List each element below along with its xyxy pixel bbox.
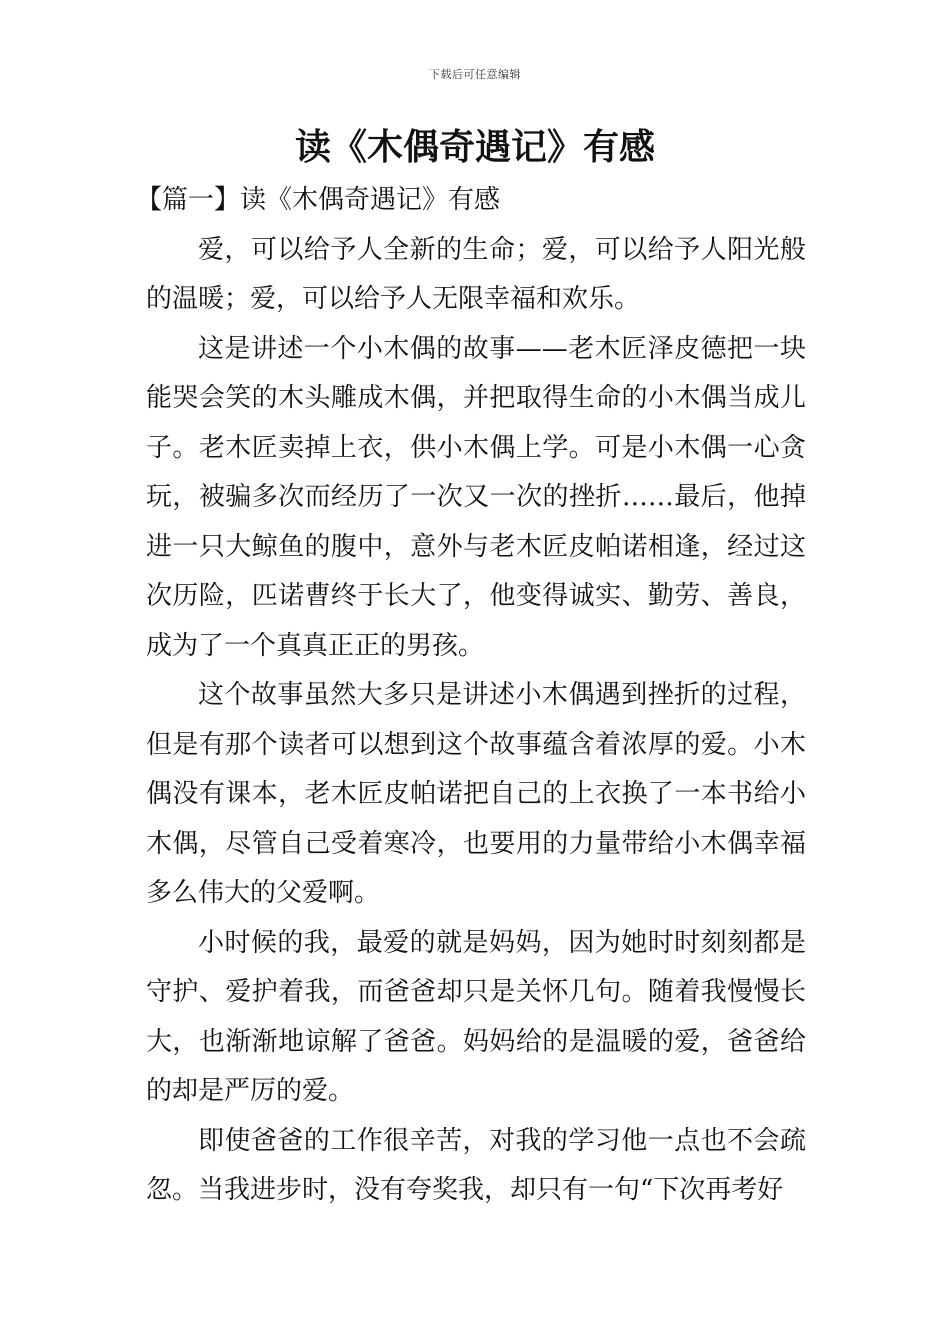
paragraph-5: 即使爸爸的工作很辛苦，对我的学习他一点也不会疏忽。当我进步时，没有夸奖我，却只有一句“下次再考好 [146,1125,806,1205]
paragraph-2: 这是讲述一个小木偶的故事——老木匠泽皮德把一块能哭会笑的木头雕成木偶，并把取得生命的小木偶当成儿子。老木匠卖掉上衣，供小木偶上学。可是小木偶一心贪玩，被骗多次而经历了一次又一次的挫折……最后，他掉进一只大鲸鱼的腹中，意外与老木匠皮帕诺相逢，经过这次历险，匹诺曹终于长大了，他变得诚实、勤劳、善良，成为了一个真真正正的男孩。 [146,333,806,661]
section-heading: 【篇一】读《木偶奇遇记》有感 [136,185,501,215]
header-note: 下载后可任意编辑 [429,68,521,81]
document-body [136,176,806,1216]
paragraph-3: 这个故事虽然大多只是讲述小木偶遇到挫折的过程，但是有那个读者可以想到这个故事蕴含着浓厚的爱。小木偶没有课本，老木匠皮帕诺把自己的上衣换了一本书给小木偶，尽管自己受着寒冷，也要用的力量带给小木偶幸福多么伟大的父爱啊。 [146,680,806,908]
paragraph-1: 爱，可以给予人全新的生命；爱，可以给予人阳光般的温暖；爱，可以给予人无限幸福和欢乐。 [146,234,806,314]
document-title: 读《木偶奇遇记》有感 [294,127,655,168]
paragraph-4: 小时候的我，最爱的就是妈妈，因为她时时刻刻都是守护、爱护着我，而爸爸却只是关怀几句。随着我慢慢长大，也渐渐地谅解了爸爸。妈妈给的是温暖的爱，爸爸给的却是严厉的爱。 [146,927,806,1106]
